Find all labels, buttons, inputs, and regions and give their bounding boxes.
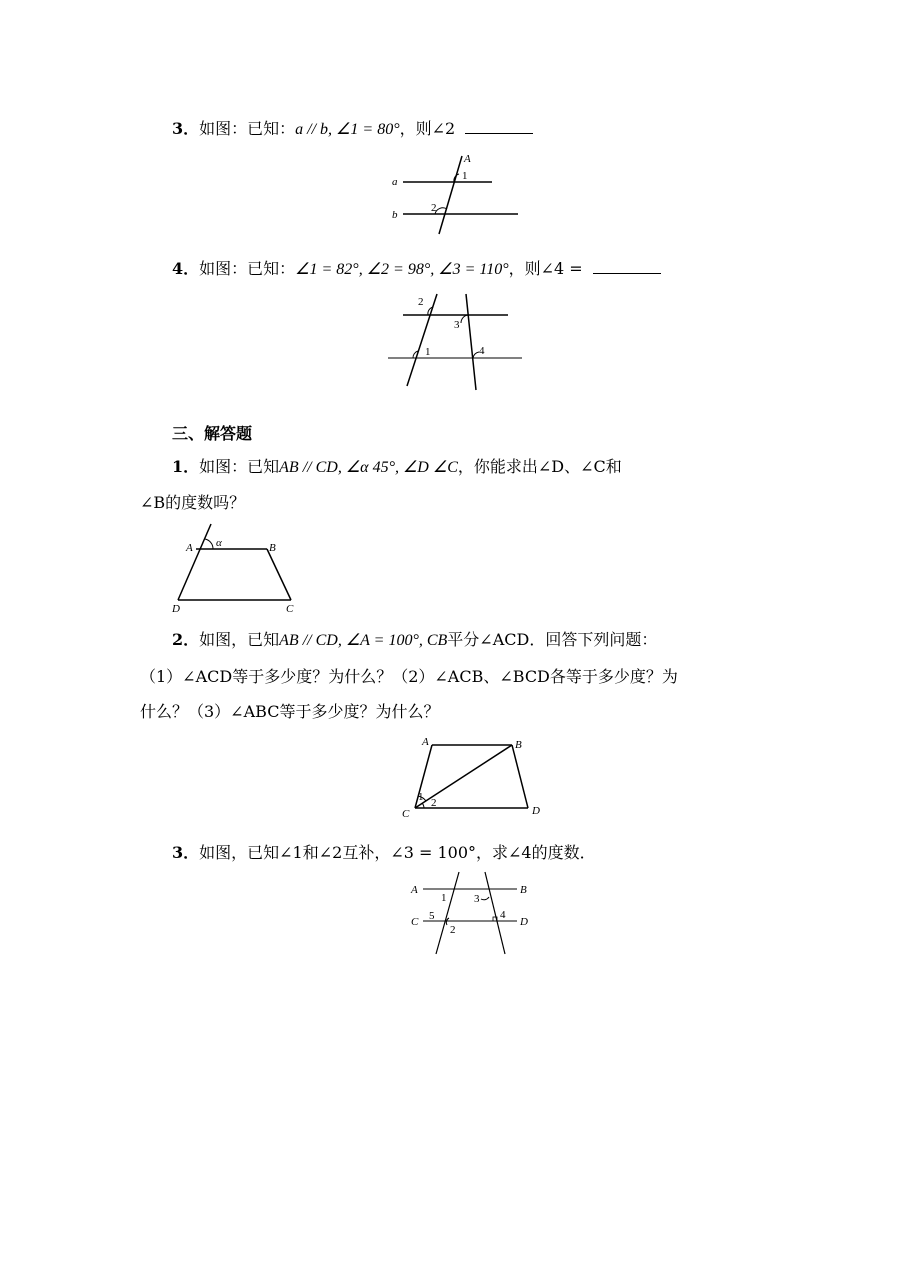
question-text: 如图，已知∠1和∠2互补，∠3 = 100°，求∠4的度数． xyxy=(199,843,596,862)
problem3-line1 xyxy=(172,843,596,863)
question-formula: AB // CD, ∠A = 100°, CB xyxy=(279,632,448,649)
problem2-line2: （1）∠ACD等于多少度？为什么？（2）∠ACB、∠BCD各等于多少度？为 xyxy=(140,667,678,686)
question-suffix: ，你能求出∠D、∠C和 xyxy=(457,457,622,476)
label-point-A: A xyxy=(422,736,429,748)
fill-q3-text xyxy=(172,119,533,140)
label-point-C: C xyxy=(411,916,419,928)
problem2-line1 xyxy=(172,630,657,651)
label-point-A: A xyxy=(464,153,471,165)
question-prefix: 如图，已知 xyxy=(199,630,280,649)
label-point-B: B xyxy=(515,739,522,751)
label-angle-2: 2 xyxy=(450,924,456,936)
label-angle-alpha: α xyxy=(216,537,222,549)
label-angle-2: 2 xyxy=(431,202,437,214)
question-number: 4． xyxy=(172,259,200,278)
label-point-D: D xyxy=(520,916,528,928)
question-number: 3． xyxy=(172,119,200,138)
question-prefix: 如图：已知： xyxy=(199,119,296,138)
label-point-C: C xyxy=(402,808,410,820)
question-number: 2． xyxy=(172,630,200,649)
label-point-D: D xyxy=(172,603,180,615)
label-angle-4: 4 xyxy=(500,909,506,921)
label-point-B: B xyxy=(269,542,276,554)
section-heading: 三、解答题 xyxy=(172,424,253,443)
problem2-line3: 什么？（3）∠ABC等于多少度？为什么？ xyxy=(140,702,440,721)
question-prefix: 如图：已知： xyxy=(199,259,296,278)
question-number: 3． xyxy=(172,843,200,862)
question-middle: ，则∠2 xyxy=(399,119,456,138)
question-number: 1． xyxy=(172,457,200,476)
label-angle-2: 2 xyxy=(418,296,424,308)
label-angle-1: 1 xyxy=(425,346,431,358)
label-point-D: D xyxy=(532,805,540,817)
figure-trapezoid-bisector xyxy=(398,733,548,823)
problem1-line1 xyxy=(172,457,622,478)
question-middle: ，则∠4 = xyxy=(508,259,583,278)
label-point-A: A xyxy=(411,884,418,896)
question-formula: AB // CD, ∠α 45°, ∠D ∠C xyxy=(279,459,458,476)
fill-q4-text xyxy=(172,259,661,280)
label-line-a: a xyxy=(392,176,398,188)
label-angle-2: 2 xyxy=(431,797,437,809)
label-angle-1: 1 xyxy=(441,892,447,904)
label-angle-3: 3 xyxy=(454,319,460,331)
problem1-line2: ∠B的度数吗？ xyxy=(140,493,246,512)
label-point-B: B xyxy=(520,884,527,896)
label-line-b: b xyxy=(392,209,398,221)
figure-trapezoid-alpha xyxy=(168,522,308,617)
question-formula: a // b, ∠1 = 80° xyxy=(295,121,400,138)
figure-two-transversals xyxy=(385,290,530,390)
label-angle-3: 3 xyxy=(474,893,480,905)
answer-blank[interactable] xyxy=(593,259,661,274)
question-suffix: 平分∠ACD．回答下列问题： xyxy=(447,630,658,649)
label-point-C: C xyxy=(286,603,294,615)
label-point-A: A xyxy=(186,542,193,554)
label-angle-5: 5 xyxy=(429,910,435,922)
label-angle-1: 1 xyxy=(462,170,468,182)
answer-blank[interactable] xyxy=(465,119,533,134)
figure-four-angles xyxy=(405,868,535,958)
figure-parallel-lines-transversal xyxy=(388,152,528,237)
label-angle-1: 1 xyxy=(418,791,424,803)
label-angle-4: 4 xyxy=(479,345,485,357)
question-prefix: 如图：已知 xyxy=(199,457,280,476)
question-formula: ∠1 = 82°, ∠2 = 98°, ∠3 = 110° xyxy=(295,261,509,278)
